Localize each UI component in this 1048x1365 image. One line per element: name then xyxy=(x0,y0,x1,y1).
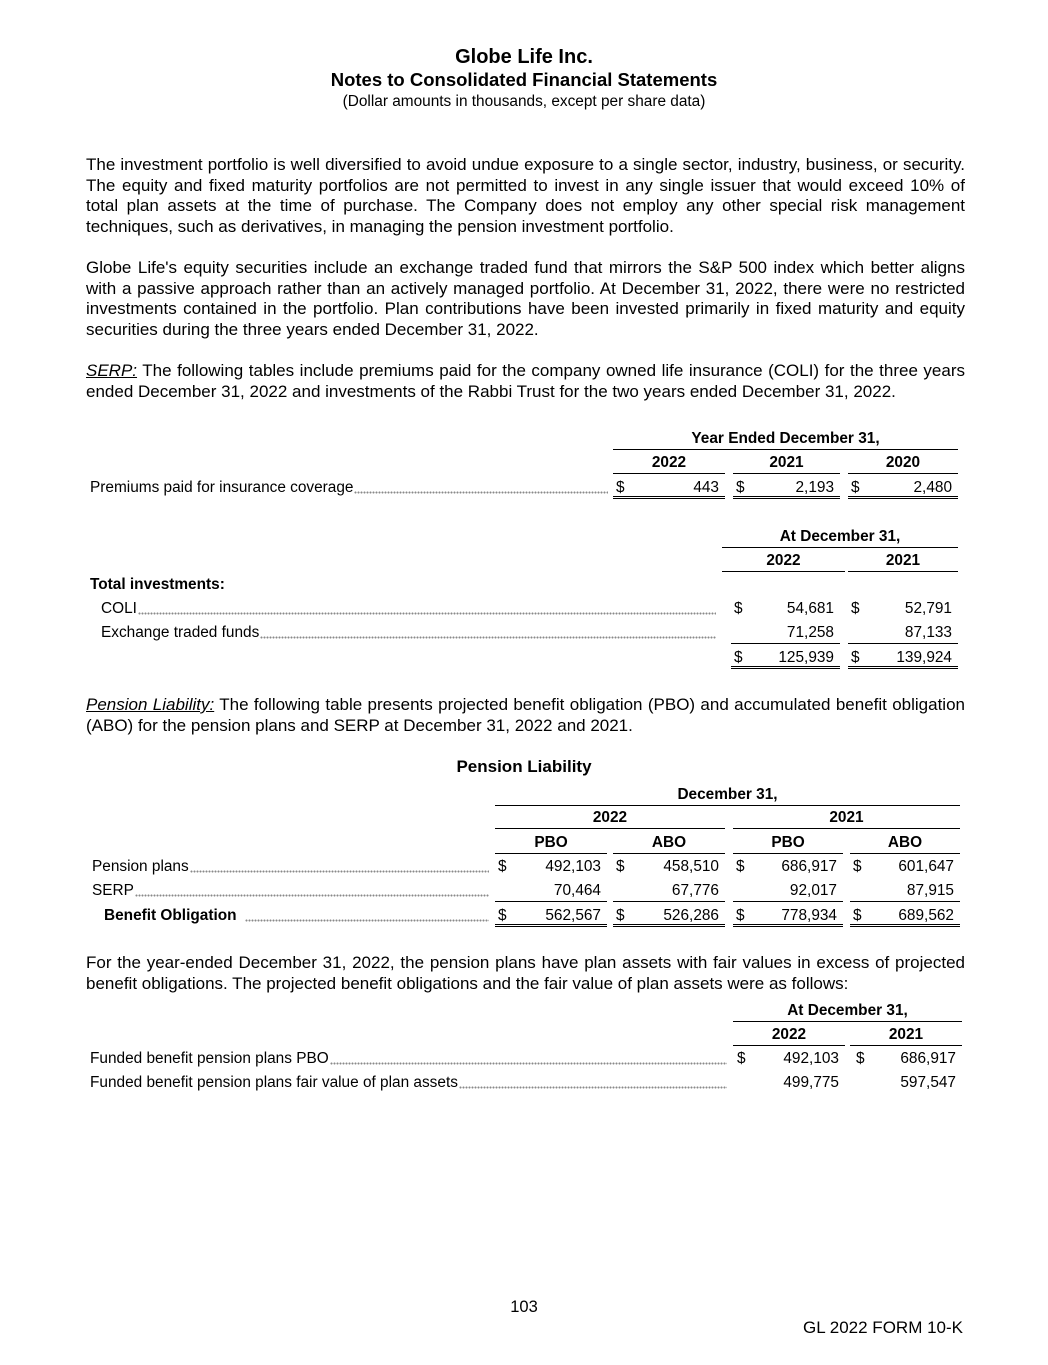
currency-symbol: $ xyxy=(853,858,862,875)
table-row xyxy=(0,856,1048,878)
currency-symbol: $ xyxy=(498,858,507,875)
column-header: PBO xyxy=(495,832,607,854)
diversification-paragraph xyxy=(86,155,965,237)
currency-symbol: $ xyxy=(736,479,745,496)
value-cell xyxy=(733,1072,845,1094)
table-header-row xyxy=(0,784,1048,806)
table-header-row xyxy=(0,1000,1048,1022)
currency-symbol: $ xyxy=(853,907,862,924)
value-cell xyxy=(733,880,843,902)
paragraph-line xyxy=(86,695,965,716)
currency-symbol: $ xyxy=(851,479,860,496)
column-group-header: At December 31, xyxy=(733,1000,962,1022)
cell-value: 686,917 xyxy=(900,1050,956,1067)
value-cell xyxy=(848,598,958,620)
page-title: Notes to Consolidated Financial Statements xyxy=(330,69,718,90)
currency-symbol: $ xyxy=(734,600,743,617)
year-header: 2021 xyxy=(733,807,960,829)
table-row xyxy=(0,477,1048,499)
total-cell xyxy=(495,905,607,927)
table-header-row xyxy=(0,1024,1048,1046)
row-label-cell xyxy=(90,477,608,499)
total-row xyxy=(0,647,1048,669)
pension-liability-paragraph xyxy=(86,695,965,736)
cell-value: 458,510 xyxy=(663,858,719,875)
column-header: 2020 xyxy=(848,452,958,474)
dot-leader xyxy=(190,870,489,873)
column-group-header: December 31, xyxy=(495,784,960,806)
column-header: 2022 xyxy=(733,1024,845,1046)
paragraph-line: (ABO) for the pension plans and SERP at December 31, 2022 and 2021. xyxy=(86,715,633,735)
value-cell xyxy=(848,622,958,644)
total-cell xyxy=(731,647,840,669)
value-cell xyxy=(613,880,725,902)
paragraph-line: techniques, such as derivatives, in managing the pension investment portfolio. xyxy=(86,216,674,236)
cell-value: 92,017 xyxy=(789,882,837,899)
row-label: Funded benefit pension plans PBO xyxy=(90,1050,329,1067)
cell-value: 686,917 xyxy=(781,858,837,875)
cell-value: 526,286 xyxy=(663,907,719,924)
cell-value: 125,939 xyxy=(778,649,834,666)
total-label: Benefit Obligation xyxy=(104,907,237,924)
row-label-cell xyxy=(101,622,716,644)
section-lead-in: Pension Liability: xyxy=(86,695,215,714)
column-header: 2021 xyxy=(850,1024,962,1046)
currency-symbol: $ xyxy=(737,1050,746,1067)
currency-symbol: $ xyxy=(498,907,507,924)
row-label-cell xyxy=(101,598,716,620)
cell-value: 492,103 xyxy=(545,858,601,875)
row-label-cell xyxy=(90,1072,727,1094)
serp-paragraph xyxy=(86,361,965,402)
section-lead-in: SERP: xyxy=(86,361,138,380)
page-subtitle: (Dollar amounts in thousands, except per share data) xyxy=(342,93,706,110)
dot-leader xyxy=(135,894,489,897)
cell-value: 689,562 xyxy=(898,907,954,924)
column-header: ABO xyxy=(613,832,725,854)
paragraph-line: ended December 31, 2022 and investments of the Rabbi Trust for the two years ended December 31, 2022. xyxy=(86,381,896,401)
table-row xyxy=(0,1048,1048,1070)
table-row xyxy=(0,622,1048,644)
total-row xyxy=(0,905,1048,927)
dot-leader xyxy=(245,919,489,922)
row-label-cell xyxy=(90,1048,727,1070)
column-header: 2022 xyxy=(722,550,845,572)
value-cell xyxy=(848,477,958,499)
value-cell xyxy=(731,622,840,644)
value-cell xyxy=(850,856,960,878)
paragraph-line: Globe Life's equity securities include an exchange traded fund that mirrors the S&P 500 index which better aligns xyxy=(86,258,965,277)
currency-symbol: $ xyxy=(616,858,625,875)
cell-value: 87,915 xyxy=(906,882,954,899)
row-label-cell xyxy=(92,856,489,878)
value-cell xyxy=(733,477,840,499)
column-group-header: Year Ended December 31, xyxy=(613,428,958,450)
paragraph-text: The following table presents projected benefit obligation (PBO) and accumulated benefit obligation xyxy=(219,695,965,714)
cell-value: 139,924 xyxy=(896,649,952,666)
value-cell xyxy=(733,856,843,878)
cell-value: 52,791 xyxy=(904,600,952,617)
total-cell xyxy=(733,905,843,927)
paragraph-line: The investment portfolio is well diversified to avoid undue exposure to a single sector, industry, business, or security. xyxy=(86,155,965,174)
paragraph-line: For the year-ended December 31, 2022, the pension plans have plan assets with fair values in excess of projected xyxy=(86,953,965,972)
value-cell xyxy=(850,1048,962,1070)
paragraph-line: The equity and fixed maturity portfolios are not permitted to invest in any single issuer that would exceed 10% of xyxy=(86,175,965,195)
dot-leader xyxy=(260,636,716,639)
cell-value: 443 xyxy=(693,479,719,496)
row-label-cell xyxy=(104,905,489,927)
value-cell xyxy=(495,856,607,878)
cell-value: 71,258 xyxy=(786,624,834,641)
row-label: COLI xyxy=(101,600,137,617)
currency-symbol: $ xyxy=(856,1050,865,1067)
currency-symbol: $ xyxy=(616,479,625,496)
cell-value: 562,567 xyxy=(545,907,601,924)
column-header: PBO xyxy=(733,832,843,854)
value-cell xyxy=(613,477,725,499)
cell-value: 67,776 xyxy=(671,882,719,899)
column-header: ABO xyxy=(850,832,960,854)
row-label: Pension plans xyxy=(92,858,189,875)
table-row xyxy=(0,1072,1048,1094)
paragraph-line: total plan assets at the time of purchase. The Company does not employ any other special risk management xyxy=(86,196,965,216)
form-label: GL 2022 FORM 10-K xyxy=(803,1318,963,1337)
paragraph-line: benefit obligations. The projected benefit obligations and the fair value of plan assets were as follows: xyxy=(86,973,849,993)
column-header: 2021 xyxy=(733,452,840,474)
row-label: Funded benefit pension plans fair value of plan assets xyxy=(90,1074,458,1091)
total-cell xyxy=(613,905,725,927)
table-header-row xyxy=(0,832,1048,854)
total-cell xyxy=(850,905,960,927)
table-row xyxy=(0,880,1048,902)
cell-value: 778,934 xyxy=(781,907,837,924)
currency-symbol: $ xyxy=(736,907,745,924)
currency-symbol: $ xyxy=(851,600,860,617)
cell-value: 70,464 xyxy=(553,882,601,899)
year-header: 2022 xyxy=(495,807,725,829)
column-header: 2021 xyxy=(848,550,958,572)
paragraph-line: investments contained in the portfolio. Plan contributions have been invested primarily in fixed maturity and equity xyxy=(86,299,965,319)
table-row xyxy=(0,598,1048,620)
value-cell xyxy=(733,1048,845,1070)
table-header-row xyxy=(0,807,1048,829)
table-title: Pension Liability xyxy=(456,757,592,776)
value-cell xyxy=(850,1072,962,1094)
table-header-row xyxy=(0,428,1048,450)
section-label-row xyxy=(0,574,1048,596)
cell-value: 2,193 xyxy=(795,479,834,496)
cell-value: 601,647 xyxy=(898,858,954,875)
cell-value: 597,547 xyxy=(900,1074,956,1091)
equity-securities-paragraph xyxy=(86,258,965,340)
row-label: Premiums paid for insurance coverage xyxy=(90,479,354,496)
value-cell xyxy=(731,598,840,620)
dot-leader xyxy=(138,612,716,615)
company-name: Globe Life Inc. xyxy=(455,46,593,68)
paragraph-text: The following tables include premiums paid for the company owned life insurance (COLI) for the three years xyxy=(142,361,965,380)
dot-leader xyxy=(330,1062,727,1065)
value-cell xyxy=(613,856,725,878)
section-label: Total investments: xyxy=(90,576,225,593)
column-group-header: At December 31, xyxy=(722,526,958,548)
value-cell xyxy=(495,880,607,902)
currency-symbol: $ xyxy=(734,649,743,666)
total-cell xyxy=(848,647,958,669)
cell-value: 2,480 xyxy=(913,479,952,496)
table-header-row xyxy=(0,452,1048,474)
paragraph-line: securities during the three years ended December 31, 2022. xyxy=(86,319,539,339)
value-cell xyxy=(850,880,960,902)
cell-value: 87,133 xyxy=(904,624,952,641)
cell-value: 492,103 xyxy=(783,1050,839,1067)
currency-symbol: $ xyxy=(616,907,625,924)
table-header-row xyxy=(0,526,1048,548)
row-label: SERP xyxy=(92,882,134,899)
currency-symbol: $ xyxy=(851,649,860,666)
page-number: 103 xyxy=(510,1298,538,1316)
table-header-row xyxy=(0,550,1048,572)
cell-value: 54,681 xyxy=(786,600,834,617)
dot-leader xyxy=(354,491,608,494)
column-header: 2022 xyxy=(613,452,725,474)
row-label-cell xyxy=(92,880,489,902)
paragraph-line xyxy=(86,361,965,382)
paragraph-line: with a passive approach rather than an actively managed portfolio. At December 31, 2022, there were no restricted xyxy=(86,278,965,298)
cell-value: 499,775 xyxy=(783,1074,839,1091)
funded-status-paragraph xyxy=(86,953,965,994)
row-label: Exchange traded funds xyxy=(101,624,260,641)
dot-leader xyxy=(459,1086,727,1089)
currency-symbol: $ xyxy=(736,858,745,875)
